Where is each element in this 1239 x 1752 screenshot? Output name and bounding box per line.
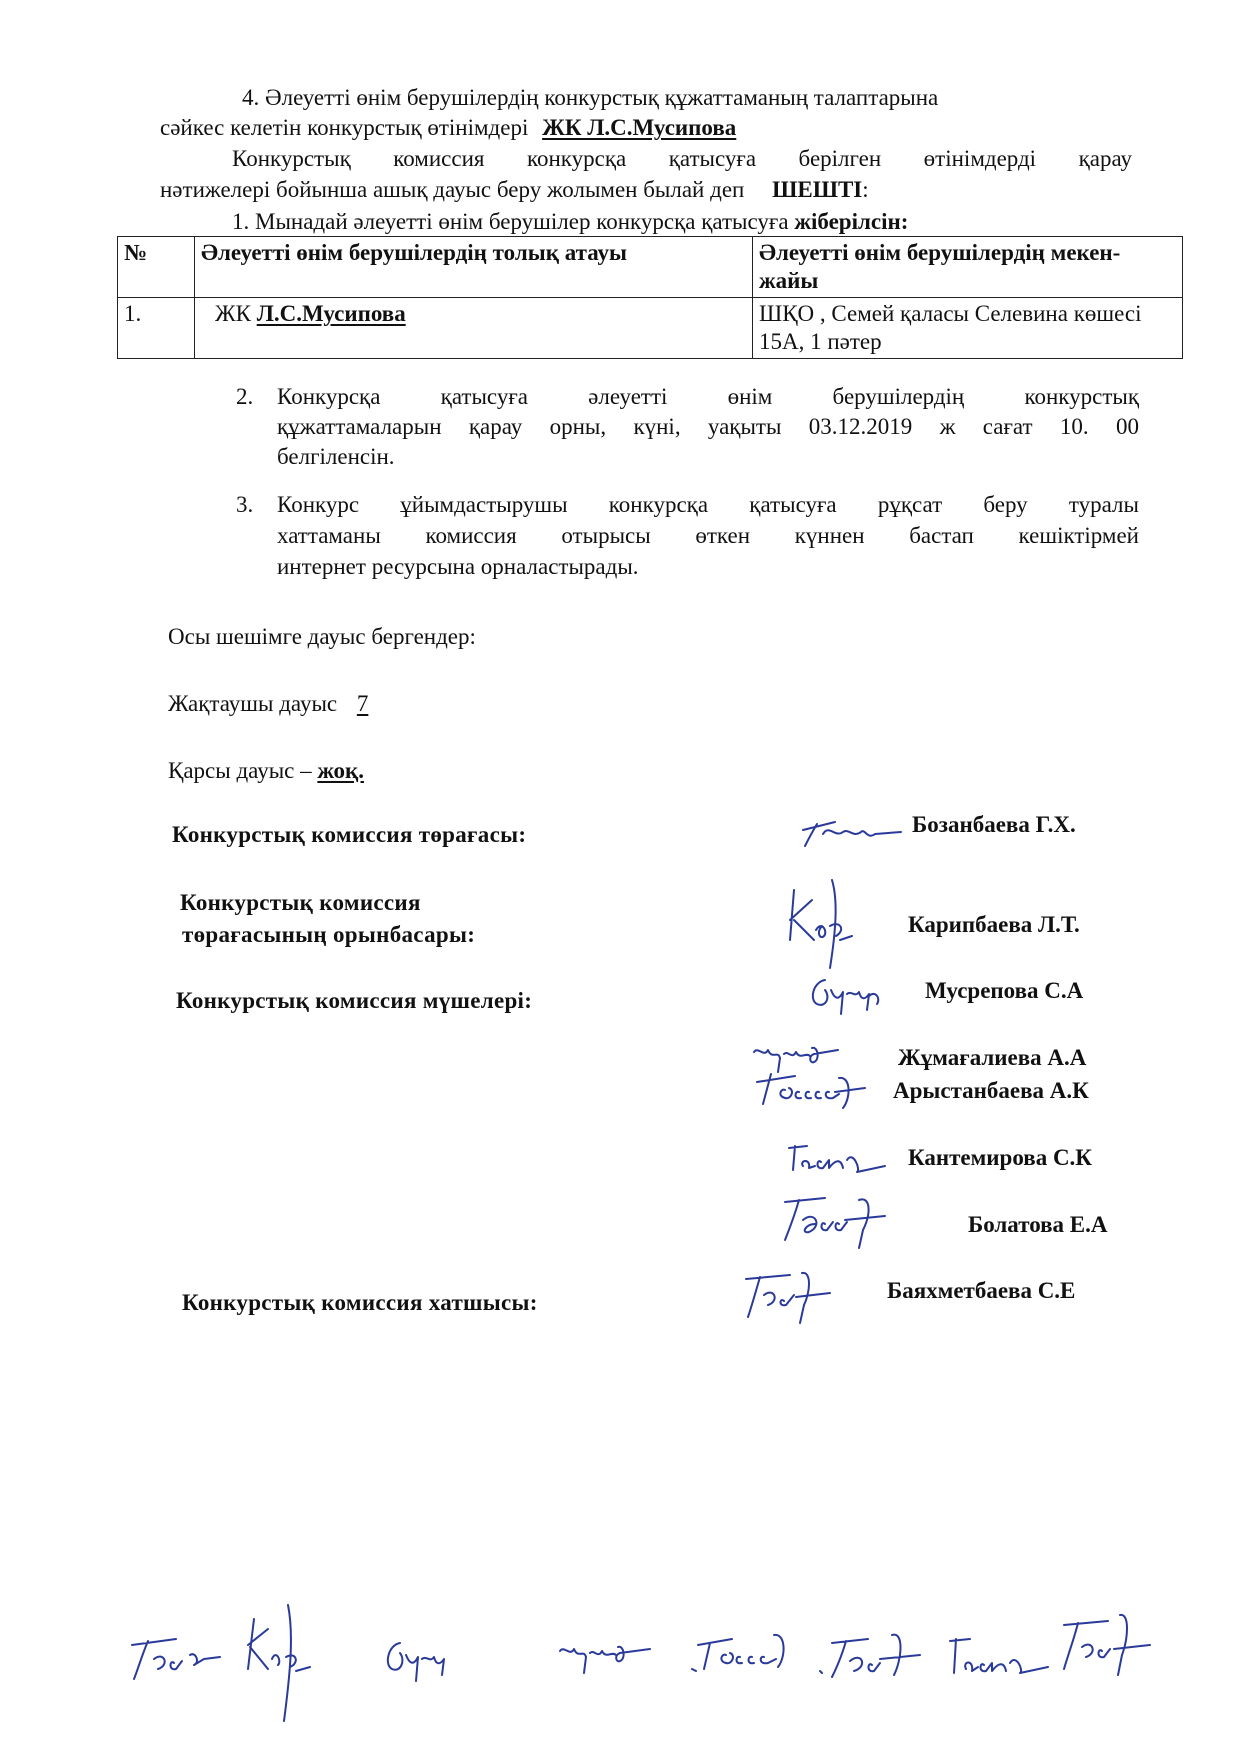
votes-against-value: жоқ. bbox=[317, 758, 364, 783]
decision-prefix: нәтижелері бойынша ашық дауыс беру жолымен былай деп bbox=[160, 177, 745, 202]
table-cell-name bbox=[195, 298, 753, 359]
bottom-initials-signatures bbox=[120, 1585, 1200, 1725]
table-header-address: Әлеуетті өнім берушілердің мекен-жайы bbox=[753, 237, 1183, 298]
votes-for-label: Жақтаушы дауыс bbox=[168, 691, 338, 716]
secretary-label: Конкурстық комиссия хатшысы: bbox=[182, 1290, 538, 1315]
voting-intro: Осы шешімге дауыс бергендер: bbox=[168, 624, 476, 649]
paragraph-4-line2 bbox=[160, 113, 736, 143]
deputy-signature bbox=[780, 870, 870, 970]
member-signature-3 bbox=[755, 1068, 875, 1112]
chair-signature bbox=[795, 810, 905, 850]
decision-line2 bbox=[160, 175, 869, 205]
item-1-bold: жіберілсін: bbox=[794, 209, 909, 234]
table-cell-number: 1. bbox=[118, 298, 195, 359]
chair-label: Конкурстық комиссия төрағасы: bbox=[172, 822, 527, 847]
decision-suffix: : bbox=[862, 177, 869, 202]
item-3-number: 3. bbox=[236, 492, 254, 517]
votes-against-label: Қарсы дауыс – bbox=[168, 758, 312, 783]
item-3-line2: хаттаманы комиссия отырысы өткен күннен бастап кешіктірмей bbox=[277, 523, 1139, 548]
member-name-3: Арыстанбаева А.К bbox=[893, 1078, 1089, 1103]
secretary-name: Баяхметбаева С.Е bbox=[887, 1278, 1076, 1303]
table-cell-address: ШҚО , Семей қаласы Селевина көшесі 15А, 1 пәтер bbox=[753, 298, 1183, 359]
paragraph-4-line1: 4. Әлеуетті өнім берушілердің конкурстық құжаттаманың талаптарына bbox=[242, 85, 939, 110]
secretary-signature bbox=[740, 1265, 840, 1325]
member-signature-1 bbox=[795, 970, 895, 1020]
candidates-table bbox=[117, 236, 1183, 359]
table-header-row bbox=[118, 237, 1183, 298]
item-1 bbox=[232, 207, 908, 237]
member-name-2: Жұмағалиева А.А bbox=[898, 1045, 1087, 1070]
votes-for bbox=[168, 689, 368, 719]
table-header-name: Әлеуетті өнім берушілердің толық атауы bbox=[195, 237, 753, 298]
item-3-line1: Конкурс ұйымдастырушы конкурсқа қатысуға рұқсат беру туралы bbox=[277, 492, 1139, 517]
members-label: Конкурстық комиссия мүшелері: bbox=[176, 988, 533, 1013]
decision-line1: Конкурстық комиссия конкурсқа қатысуға берілген өтінімдерді қарау bbox=[232, 146, 1132, 171]
item-2-line3: белгіленсін. bbox=[277, 444, 395, 469]
table-cell-name-bold: Л.С.Мусипова bbox=[256, 301, 406, 326]
item-3-line3: интернет ресурсына орналастырады. bbox=[277, 554, 639, 579]
table-cell-name-prefix: ЖК bbox=[215, 301, 251, 326]
decision-keyword: ШЕШТІ bbox=[772, 177, 863, 202]
table-header-number: № bbox=[118, 237, 195, 298]
item-2-line1: Конкурсқа қатысуға әлеуетті өнім берушілердің конкурстық bbox=[277, 384, 1139, 409]
paragraph-4-prefix: сәйкес келетін конкурстық өтінімдері bbox=[160, 115, 529, 140]
member-name-1: Мусрепова С.А bbox=[925, 978, 1084, 1003]
member-name-5: Болатова Е.А bbox=[968, 1212, 1108, 1237]
item-2-line2: құжаттамаларын қарау орны, күні, уақыты 03.12.2019 ж сағат 10. 00 bbox=[277, 414, 1139, 439]
deputy-label-line1: Конкурстық комиссия bbox=[180, 890, 421, 915]
votes-for-value: 7 bbox=[356, 691, 369, 716]
applicant-name: ЖК Л.С.Мусипова bbox=[542, 115, 737, 140]
table-row bbox=[118, 298, 1183, 359]
member-name-4: Кантемирова С.К bbox=[908, 1145, 1092, 1170]
votes-against bbox=[168, 756, 364, 786]
deputy-label-line2: төрағасының орынбасары: bbox=[182, 922, 476, 947]
member-signature-5 bbox=[775, 1190, 895, 1250]
member-signature-4 bbox=[785, 1140, 895, 1180]
chair-name: Бозанбаева Г.Х. bbox=[912, 812, 1076, 837]
deputy-name: Карипбаева Л.Т. bbox=[908, 912, 1080, 937]
item-1-text: 1. Мынадай әлеуетті өнім берушілер конкурсқа қатысуға bbox=[232, 209, 789, 234]
item-2-number: 2. bbox=[236, 384, 254, 409]
